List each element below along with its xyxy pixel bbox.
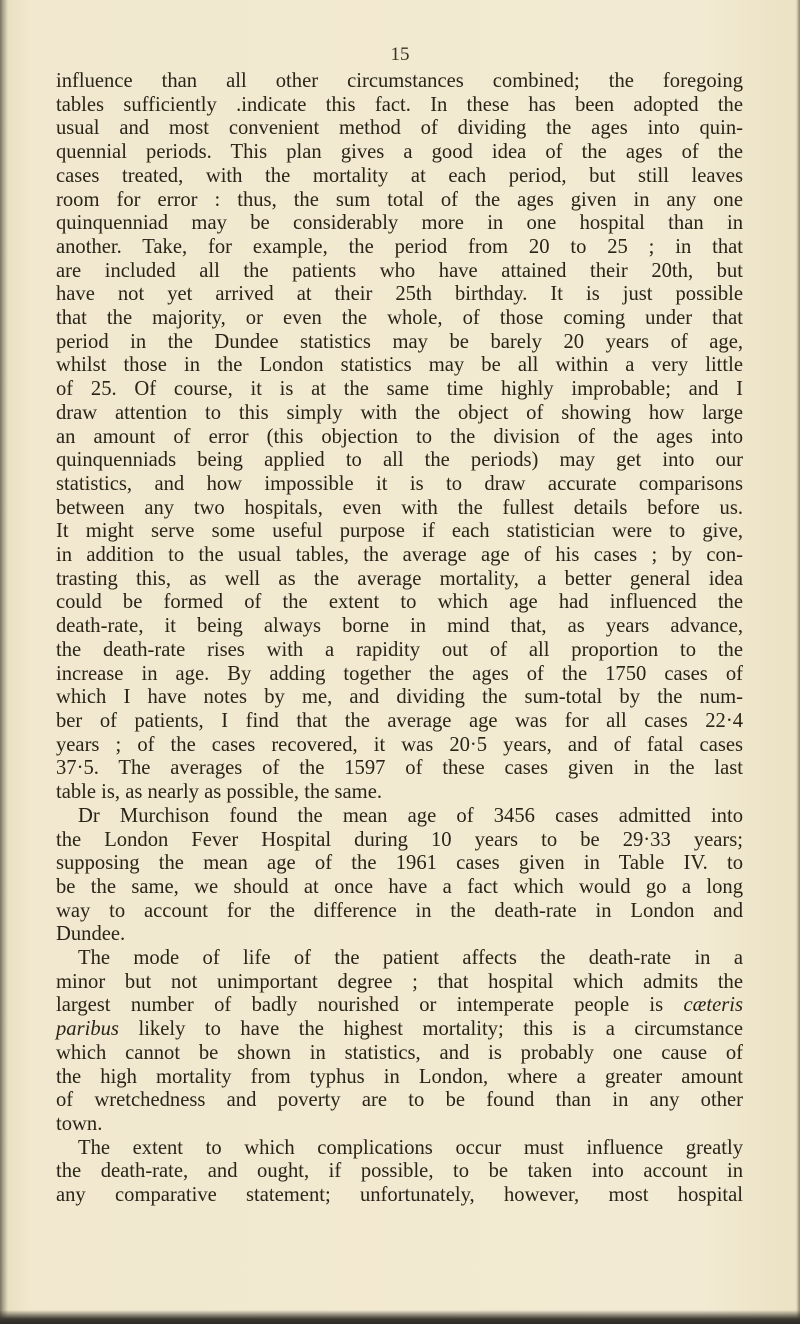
text-line: The extent to which complications occur must influence greatly — [78, 1136, 743, 1159]
text-line: any comparative statement; unfortunately, however, most hospital — [56, 1184, 743, 1207]
text-line: supposing the mean age of the 1961 cases given in Table IV. to — [56, 852, 743, 875]
text-line: minor but not unimportant degree ; that hospital which admits the — [56, 970, 743, 993]
page-bottom-edge — [0, 1310, 800, 1324]
text-line: cases treated, with the mortality at each period, but still leaves — [56, 164, 743, 187]
text-segment: likely to have the highest mortality; this is a circumstance — [138, 1018, 743, 1041]
text-line: trasting this, as well as the average mortality, a better general idea — [56, 567, 743, 590]
text-line: of wretchedness and poverty are to be found than in any other — [56, 1089, 743, 1112]
text-line: table is, as nearly as possible, the same. — [56, 781, 382, 804]
text-line: The mode of life of the patient affects the death-rate in a — [78, 947, 743, 970]
text-line: which cannot be shown in statistics, and is probably one cause of — [56, 1041, 743, 1064]
text-line: draw attention to this simply with the object of showing how large — [56, 401, 743, 424]
text-line: an amount of error (this objection to the division of the ages into — [56, 425, 743, 448]
body-text — [56, 70, 743, 1208]
italic-term: paribus — [56, 1018, 119, 1041]
page-gutter-shadow — [0, 0, 8, 1324]
text-line: Dundee. — [56, 923, 126, 946]
text-line: another. Take, for example, the period from 20 to 25 ; in that — [56, 235, 743, 258]
text-line: be the same, we should at once have a fact which would go a long — [56, 875, 743, 898]
text-line: 37·5. The averages of the 1597 of these cases given in the last — [56, 757, 743, 780]
text-line: usual and most convenient method of dividing the ages into quin- — [56, 117, 743, 140]
text-line: that the majority, or even the whole, of those coming under that — [56, 307, 743, 330]
page-number: 15 — [390, 44, 410, 65]
text-line: the London Fever Hospital during 10 years to be 29·33 years; — [56, 828, 743, 851]
text-line: have not yet arrived at their 25th birthday. It is just possible — [56, 283, 743, 306]
text-line: town. — [56, 1112, 103, 1135]
text-line: ber of patients, I find that the average age was for all cases 22·4 — [56, 709, 743, 732]
text-line: quennial periods. This plan gives a good idea of the ages of the — [56, 141, 743, 164]
paragraph-3 — [56, 947, 743, 1137]
paragraph-1 — [56, 70, 743, 805]
text-line: the death-rate, and ought, if possible, to be taken into account in — [56, 1160, 743, 1183]
text-line: room for error : thus, the sum total of the ages given in any one — [56, 188, 743, 211]
text-line: in addition to the usual tables, the average age of his cases ; by con- — [56, 544, 743, 567]
text-line: are included all the patients who have attained their 20th, but — [56, 259, 743, 282]
text-line: increase in age. By adding together the ages of the 1750 cases of — [56, 662, 743, 685]
text-line: tables sufficiently .indicate this fact. In these has been adopted the — [56, 93, 743, 116]
text-line: Dr Murchison found the mean age of 3456 cases admitted into — [78, 804, 743, 827]
text-line: It might serve some useful purpose if each statistician were to give, — [56, 520, 743, 543]
text-line: could be formed of the extent to which age had influenced the — [56, 591, 743, 614]
text-line: whilst those in the London statistics may be all within a very little — [56, 354, 743, 377]
text-line: period in the Dundee statistics may be barely 20 years of age, — [56, 330, 743, 353]
text-line: quinquenniads being applied to all the periods) may get into our — [56, 449, 743, 472]
text-line: years ; of the cases recovered, it was 20·5 years, and of fatal cases — [56, 733, 743, 756]
italic-term: cæteris — [683, 994, 743, 1017]
page-right-edge — [796, 0, 800, 1324]
text-line: which I have notes by me, and dividing the sum-total by the num- — [56, 686, 743, 709]
text-line: of 25. Of course, it is at the same time highly improbable; and I — [56, 378, 743, 401]
text-line: the high mortality from typhus in London, where a greater amount — [56, 1065, 743, 1088]
text-line: statistics, and how impossible it is to draw accurate comparisons — [56, 472, 743, 495]
paragraph-4 — [56, 1137, 743, 1208]
text-line: the death-rate rises with a rapidity out of all proportion to the — [56, 638, 743, 661]
text-line: between any two hospitals, even with the fullest details before us. — [56, 496, 743, 519]
text-line: way to account for the difference in the death-rate in London and — [56, 899, 743, 922]
text-segment: largest number of badly nourished or intemperate people is — [56, 994, 664, 1017]
text-line — [56, 1018, 743, 1042]
text-line: death-rate, it being always borne in mind that, as years advance, — [56, 615, 743, 638]
text-line: quinquenniad may be considerably more in one hospital than in — [56, 212, 743, 235]
paragraph-2 — [56, 805, 743, 947]
text-line: influence than all other circumstances combined; the foregoing — [56, 70, 743, 92]
text-line — [56, 994, 743, 1018]
